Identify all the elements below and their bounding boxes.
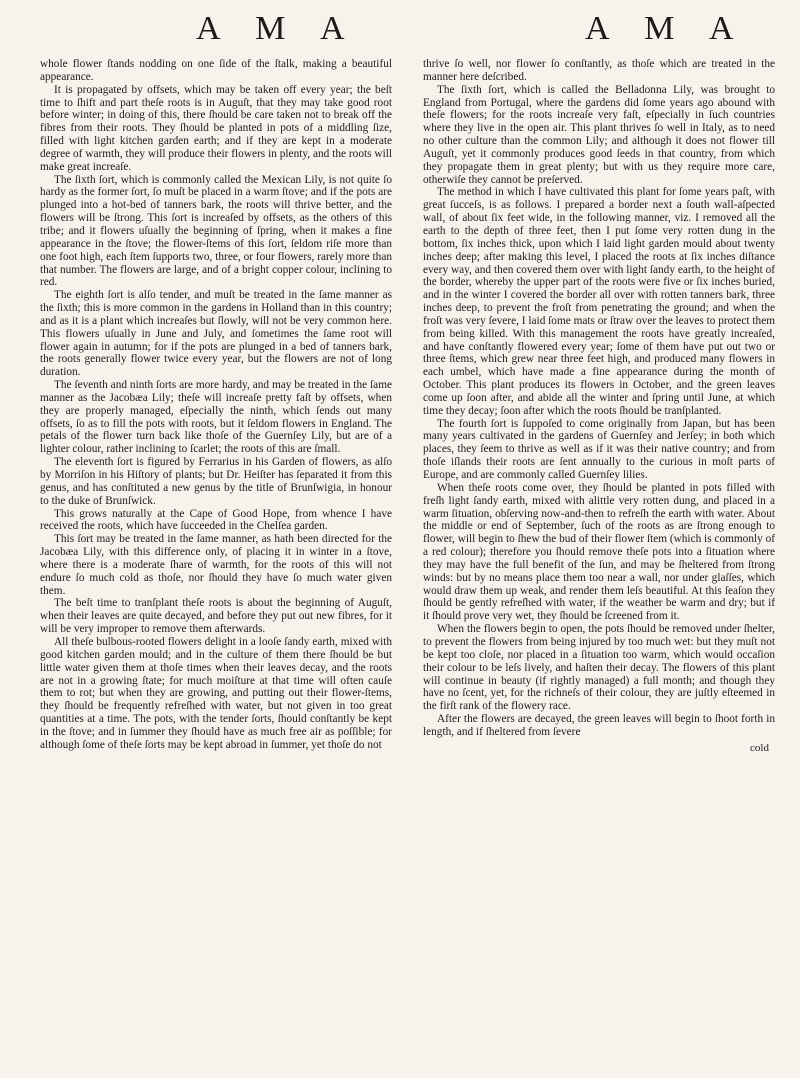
running-head-right: A M A <box>585 10 748 47</box>
paragraph: This grows naturally at the Cape of Good Hope, from whence I have received the roots, which have ſucceeded in the Chelſea garden. <box>40 507 392 533</box>
catchword: cold <box>750 741 769 754</box>
paragraph: The ſixth ſort, which is called the Belladonna Lily, was brought to England from Portugal, where the gardens did ſome years ago abound with theſe flowers; for the roots increaſe very faſt, eſpecially in ſuch countries where they live in the open air. This plant thrives ſo well in Italy, as to need no other culture than the common Lily; and although it does not flower till Auguſt, yet it commonly produces good ſeeds in that country, from which they propagate them in great plenty; but with us they require more care, otherwiſe they cannot be preſerved. <box>423 83 775 186</box>
running-head-left: A M A <box>196 10 359 47</box>
paragraph: All theſe bulbous-rooted flowers delight in a looſe ſandy earth, mixed with good kitchen garden mould; and in the culture of them there ſhould be but little water given them at thoſe times when their leaves decay, and the roots are not in a growing ſtate; for much moiſture at that time will often cauſe them to rot; but when they are growing, and putting out their flower-ſtems, they ſhould be frequently refreſhed with water, but not given in too great quantities at a time. The pots, with the tender ſorts, ſhould conſtantly be kept in the ſtove; and in ſummer they ſhould have as much free air as poſſible; for although ſome of theſe ſorts may be kept abroad in ſummer, yet thoſe do not <box>40 635 392 751</box>
paragraph: This ſort may be treated in the ſame manner, as hath been directed for the Jacobæa Lily, with this difference only, of placing it in winter in a ſtove, where there is a moderate ſhare of warmth, for the roots of this will not endure ſo much cold as thoſe, nor ſhould they have ſo much water given them. <box>40 533 392 597</box>
paragraph: The fourth ſort is ſuppoſed to come originally from Japan, but has been many years cultivated in the gardens of Guernſey and Jerſey; in both which places, they ſeem to thrive as well as if it was their native country; and from thoſe iſlands their roots are ſent annually to the curious in moſt parts of Europe, and are commonly called Guernſey lilies. <box>423 417 775 481</box>
paragraph: It is propagated by offsets, which may be taken off every year; the beſt time to ſhift and part theſe roots is in Auguſt, that they may take good root before winter; in doing of this, there ſhould be care taken not to break off the fibres from their roots. They ſhould be planted in pots of a middling ſize, filled with light kitchen garden earth; and if they are kept in a moderate degree of warmth, they will produce their flowers in plenty, and the roots will make great increaſe. <box>40 83 392 173</box>
paragraph: When the flowers begin to open, the pots ſhould be removed under ſhelter, to prevent the flowers from being injured by too much wet: but they muſt not be kept too cloſe, nor placed in a ſituation too warm, which would occaſion their colour to be leſs lively, and haſten their decay. The flowers of this plant will continue in beauty (if rightly managed) a full month; and though they have no ſcent, yet, for the richneſs of their colour, they are juſtly eſteemed in the firſt rank of the flowery race. <box>423 623 775 713</box>
paragraph: The ſeventh and ninth ſorts are more hardy, and may be treated in the ſame manner as the Jacobæa Lily; theſe will increaſe pretty faſt by offsets, when they are properly managed, eſpecially the ninth, which ſends out many offsets, ſo as to fill the pots with roots, but it ſeldom flowers in England. The petals of the flower turn back like thoſe of the Guernſey Lily, but are of a lighter colour, rather inclining to ſcarlet; the roots of this are ſmall. <box>40 379 392 456</box>
paragraph: thrive ſo well, nor flower ſo conſtantly, as thoſe which are treated in the manner here deſcribed. <box>423 58 775 83</box>
page-header <box>0 10 800 50</box>
paragraph: The eighth ſort is alſo tender, and muſt be treated in the ſame manner as the ſixth; this is more common in the gardens in Holland than in this country; and as it is a plant which increaſes but ſlowly, will not be very common here. This flowers uſually in June and July, and ſometimes the ſame root will flower again in autumn; for if the pots are plunged in a bed of tanners bark, the roots generally flower twice every year, but the flowers are not of long duration. <box>40 289 392 379</box>
paragraph: The beſt time to tranſplant theſe roots is about the beginning of Auguſt, when their leaves are quite decayed, and before they put out new fibres, for it will be very improper to remove them afterwards. <box>40 597 392 636</box>
paragraph: The method in which I have cultivated this plant for ſome years paſt, with great ſucceſs, is as follows. I prepared a border next a ſouth wall-aſpected wall, of about ſix feet wide, in the following manner, viz. I removed all the earth to the depth of three feet, then I put ſome very rotten dung in the bottom, ſix inches thick, upon which I laid light garden mould about twenty inches deep; after making this level, I placed the roots at ſix inches diſtance every way, and then covered them over with light ſandy earth, to the height of the border, whereby the upper part of the roots were five or ſix inches buried, and in the winter I covered the border all over with rotten tanners bark, three inches deep, to prevent the froſt from penetrating the ground; and when the froſt was very ſevere, I laid ſome mats or ſtraw over the leaves to protect them from being killed. With this management the roots have greatly increaſed, and have conſtantly flowered every year; ſome of them have put out two or three ſtems, which grew near three feet high, and produced many flowers in each umbel, which have made a fine appearance during the month of October. This plant produces its flowers in October, and the green leaves come up ſoon after, and abide all the winter and ſpring until June, at which time they decay; ſoon after which the roots ſhould be tranſplanted. <box>423 186 775 417</box>
left-column <box>40 58 392 752</box>
paragraph: After the flowers are decayed, the green leaves will begin to ſhoot forth in length, and if ſheltered from ſevere <box>423 713 775 738</box>
right-column <box>423 58 775 755</box>
paragraph: whole flower ſtands nodding on one ſide of the ſtalk, making a beautiful appearance. <box>40 58 392 83</box>
paragraph: When theſe roots come over, they ſhould be planted in pots filled with freſh light ſandy earth, mixed with alittle very rotten dung, and placed in a warm ſituation, obſerving now-and-then to refreſh the earth with water. About the middle or end of September, ſuch of the roots as are ſtrong enough to flower, will begin to ſhew the bud of their flower ſtem (which is commonly of a red colour); therefore you ſhould remove theſe pots into a ſituation where they may have the full benefit of the ſun, and may be ſheltered from ſtrong winds: but by no means place them too near a wall, nor under glaſſes, which would draw them up weak, and render them leſs beautiful. At this ſeaſon they ſhould be gently refreſhed with water, if the weather be warm and dry; but if it ſhould prove very wet, they ſhould be ſcreened from it. <box>423 481 775 623</box>
paragraph: The ſixth ſort, which is commonly called the Mexican Lily, is not quite ſo hardy as the former ſort, ſo muſt be placed in a warm ſtove; and if the pots are plunged into a hot-bed of tanners bark, the roots will thrive better, and the flowers will be ſtrong. This ſort is increaſed by offsets, as the others of this tribe; and it flowers uſually the beginning of ſpring, when it makes a fine appearance in the ſtove; the flower-ſtems of this ſort, ſeldom riſe more than one foot high, each ſtem ſupports two, three, or four flowers, rarely more than that number. The flowers are large, and of a bright copper colour, inclining to red. <box>40 173 392 289</box>
paragraph: The eleventh ſort is figured by Ferrarius in his Garden of flowers, as alſo by Morriſon in his Hiſtory of plants; but Dr. Heiſter has ſeparated it from this genus, and has conſtituted a new genus by the title of Brunſwigia, in honour to the duke of Brunſwick. <box>40 456 392 507</box>
